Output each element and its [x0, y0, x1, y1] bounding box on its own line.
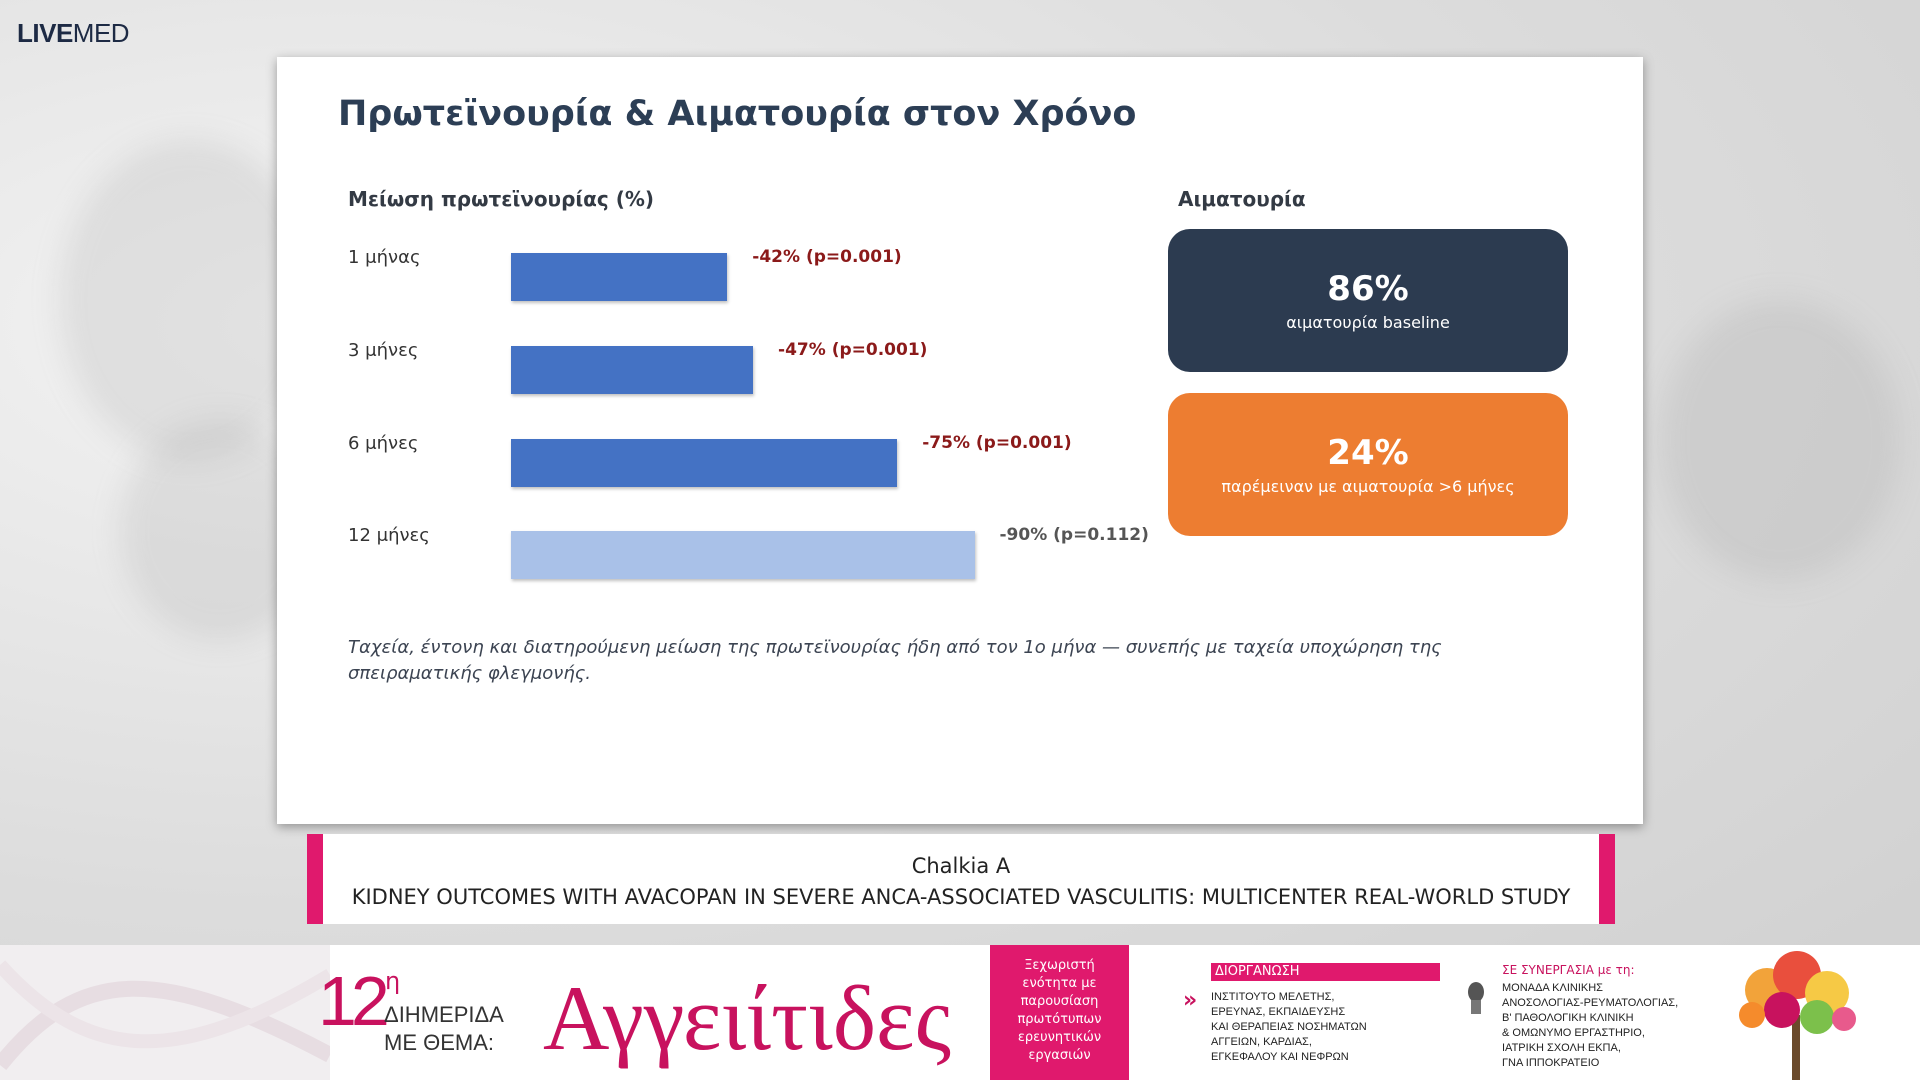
slide-title: Πρωτεϊνουρία & Αιματουρία στον Χρόνο: [338, 94, 1137, 134]
paper-title: KIDNEY OUTCOMES WITH AVACOPAN IN SEVERE ANCA-ASSOCIATED VASCULITIS: MULTICENTER REAL-WORLD STUDY: [351, 885, 1571, 909]
presentation-slide: [277, 57, 1643, 824]
background-ink-splash: [1660, 300, 1900, 580]
event-banner: [0, 945, 1920, 1080]
logo-live: LIVE: [17, 18, 73, 48]
hematuria-title: Αιματουρία: [1178, 187, 1306, 211]
meeting-line-1: ΔΙΗΜΕΡΙΔΑ: [384, 1002, 504, 1027]
bar: [511, 531, 975, 579]
meeting-line-2: ΜΕ ΘΕΜΑ:: [384, 1030, 495, 1055]
hematuria-stat-card: [1168, 393, 1568, 536]
edition-number: 12: [318, 962, 384, 1040]
bar-category-label: 12 μήνες: [348, 525, 430, 546]
bar-value-label: -47% (p=0.001): [778, 340, 928, 360]
bar: [511, 346, 753, 394]
collaboration-heading: ΣΕ ΣΥΝΕΡΓΑΣΙΑ με τη:: [1502, 963, 1635, 977]
university-crest-icon: [1462, 980, 1490, 1016]
bar: [511, 253, 727, 301]
dna-helix-graphic: [0, 945, 330, 1080]
session-note-box: Ξεχωριστή ενότητα με παρουσίαση πρωτότυπων ερευνητικών εργασιών: [990, 945, 1129, 1080]
bar-category-label: 3 μήνες: [348, 340, 419, 361]
collaboration-text: ΜΟΝΑΔΑ ΚΛΙΝΙΚΗΣ ΑΝΟΣΟΛΟΓΙΑΣ-ΡΕΥΜΑΤΟΛΟΓΙΑΣ, Β' ΠΑΘΟΛΟΓΙΚΗ ΚΛΙΝΙΚΗ & ΟΜΩΝΥΜΟ ΕΡΓΑΣΤΗΡΙΟ, ΙΑΤΡΙΚΗ ΣΧΟΛΗ ΕΚΠΑ, ΓΝΑ ΙΠΠΟΚΡΑΤΕΙΟ: [1502, 982, 1679, 1069]
meeting-type: [384, 1001, 504, 1057]
colorful-tree-logo: [1722, 945, 1872, 1080]
author-name: Chalkia A: [911, 854, 1011, 878]
stat-value: 86%: [1327, 269, 1409, 309]
stat-description: παρέμειναν με αιματουρία >6 μήνες: [1221, 477, 1515, 496]
bar-value-label: -75% (p=0.001): [922, 433, 1072, 453]
stat-description: αιματουρία baseline: [1286, 313, 1450, 332]
talk-caption: [307, 834, 1615, 924]
stat-value: 24%: [1327, 433, 1409, 473]
slide-footnote: Ταχεία, έντονη και διατηρούμενη μείωση της πρωτεϊνουρίας ήδη από τον 1ο μήνα — συνεπής με ταχεία υποχώρηση της σπειραματικής φλεγμονής.: [348, 637, 1442, 684]
proteinuria-chart-title: Μείωση πρωτεϊνουρίας (%): [348, 187, 655, 211]
bar-category-label: 6 μήνες: [348, 433, 419, 454]
bar-value-label: -90% (p=0.112): [999, 525, 1149, 545]
bar-category-label: 1 μήνας: [348, 247, 421, 268]
logo-med: MED: [72, 18, 130, 48]
hematuria-stat-card: [1168, 229, 1568, 372]
chevron-right-icon: »: [1183, 988, 1198, 1013]
bar: [511, 439, 897, 487]
edition-suffix: η: [385, 967, 401, 995]
livemed-logo: [17, 18, 129, 49]
bar-value-label: -42% (p=0.001): [752, 247, 902, 267]
organizer-text: ΙΝΣΤΙΤΟΥΤΟ ΜΕΛΕΤΗΣ, ΕΡΕΥΝΑΣ, ΕΚΠΑΙΔΕΥΣΗΣ ΚΑΙ ΘΕΡΑΠΕΙΑΣ ΝΟΣΗΜΑΤΩΝ ΑΓΓΕΙΩΝ, ΚΑΡΔΙΑΣ, ΕΓΚΕΦΑΛΟΥ ΚΑΙ ΝΕΦΡΩΝ: [1211, 991, 1367, 1063]
organizer-heading: ΔΙΟΡΓΑΝΩΣΗ: [1211, 963, 1440, 981]
meeting-topic: Αγγειίτιδες: [543, 967, 952, 1069]
